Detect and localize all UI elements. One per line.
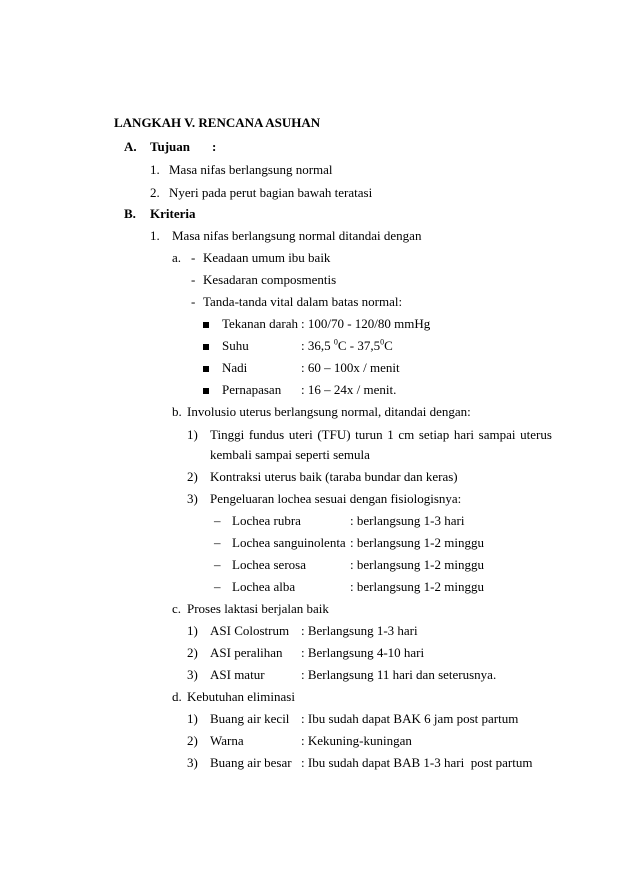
eliminasi-label-1: Buang air kecil: [210, 711, 290, 726]
square-bullet-icon: [203, 316, 209, 332]
kriteria-item-1-num: 1.: [150, 228, 160, 243]
eliminasi-num-3: 3): [187, 755, 198, 770]
sub-a-item-1: Keadaan umum ibu baik: [203, 250, 331, 265]
sub-b-item-1-num: 1): [187, 427, 198, 442]
kriteria-letter: B.: [124, 206, 136, 221]
vital-value-pernapasan: : 16 – 24x / menit.: [301, 382, 397, 397]
laktasi-value-2: : Berlangsung 4-10 hari: [301, 645, 425, 660]
laktasi-num-2: 2): [187, 645, 198, 660]
laktasi-label-3: ASI matur: [210, 667, 265, 682]
tujuan-letter: A.: [124, 139, 137, 154]
sub-b-item-2: Kontraksi uterus baik (taraba bundar dan keras): [210, 469, 458, 484]
sub-a-dash-2: -: [191, 272, 196, 287]
lochea-dash: –: [214, 557, 221, 572]
eliminasi-label-3: Buang air besar: [210, 755, 292, 770]
sub-c-letter: c.: [172, 601, 182, 616]
vital-label-tekanan-darah: Tekanan darah: [222, 316, 298, 331]
laktasi-value-3: : Berlangsung 11 hari dan seterusnya.: [301, 667, 497, 682]
square-bullet-icon: [203, 338, 209, 354]
laktasi-label-1: ASI Colostrum: [210, 623, 290, 638]
square-bullet-icon: [203, 360, 209, 376]
eliminasi-value-2: : Kekuning-kuningan: [301, 733, 412, 748]
eliminasi-value-1: : Ibu sudah dapat BAK 6 jam post partum: [301, 711, 519, 726]
lochea-value-sanguinolenta: : berlangsung 1-2 minggu: [350, 535, 484, 550]
eliminasi-num-2: 2): [187, 733, 198, 748]
sub-b-item-3: Pengeluaran lochea sesuai dengan fisiologisnya:: [210, 491, 462, 506]
sub-b-heading: Involusio uterus berlangsung normal, ditandai dengan:: [187, 404, 471, 419]
sub-b-item-2-num: 2): [187, 469, 198, 484]
eliminasi-value-3: : Ibu sudah dapat BAB 1-3 hari post partum: [301, 755, 533, 770]
lochea-value-rubra: : berlangsung 1-3 hari: [350, 513, 465, 528]
section-title: LANGKAH V. RENCANA ASUHAN: [114, 115, 321, 130]
tujuan-item-2-num: 2.: [150, 185, 160, 200]
sub-d-heading: Kebutuhan eliminasi: [187, 689, 295, 704]
vital-value-tekanan-darah: : 100/70 - 120/80 mmHg: [301, 316, 431, 331]
tujuan-item-2: Nyeri pada perut bagian bawah teratasi: [169, 185, 373, 200]
laktasi-label-2: ASI peralihan: [210, 645, 283, 660]
lochea-label-serosa: Lochea serosa: [232, 557, 306, 572]
sub-a-item-2: Kesadaran composmentis: [203, 272, 337, 287]
sub-b-item-1-line-1: Tinggi fundus uteri (TFU) turun 1 cm setiap hari sampai uterus: [210, 427, 552, 442]
kriteria-item-1: Masa nifas berlangsung normal ditandai dengan: [172, 228, 422, 243]
vital-label-suhu: Suhu: [222, 338, 249, 353]
sub-b-item-1-line-2: kembali sampai seperti semula: [210, 447, 370, 462]
lochea-label-rubra: Lochea rubra: [232, 513, 301, 528]
tujuan-heading: Tujuan: [150, 139, 190, 154]
sub-a-dash-1: -: [191, 250, 196, 265]
laktasi-num-1: 1): [187, 623, 198, 638]
lochea-dash: –: [214, 579, 221, 594]
tujuan-colon: :: [212, 139, 217, 154]
sub-a-letter: a.: [172, 250, 182, 265]
eliminasi-num-1: 1): [187, 711, 198, 726]
lochea-dash: –: [214, 513, 221, 528]
laktasi-value-1: : Berlangsung 1-3 hari: [301, 623, 418, 638]
vital-value-nadi: : 60 – 100x / menit: [301, 360, 400, 375]
tujuan-item-1: Masa nifas berlangsung normal: [169, 162, 333, 177]
kriteria-heading: Kriteria: [150, 206, 196, 221]
lochea-value-serosa: : berlangsung 1-2 minggu: [350, 557, 484, 572]
sub-a-dash-3: -: [191, 294, 196, 309]
sub-b-item-3-num: 3): [187, 491, 198, 506]
laktasi-num-3: 3): [187, 667, 198, 682]
lochea-label-sanguinolenta: Lochea sanguinolenta: [232, 535, 346, 550]
vital-value-suhu: : 36,5 $^0$C - 37,5$^0$C: [301, 337, 393, 353]
lochea-value-alba: : berlangsung 1-2 minggu: [350, 579, 484, 594]
sub-b-letter: b.: [172, 404, 182, 419]
tujuan-item-1-num: 1.: [150, 162, 160, 177]
vital-label-pernapasan: Pernapasan: [222, 382, 282, 397]
sub-c-heading: Proses laktasi berjalan baik: [187, 601, 329, 616]
lochea-label-alba: Lochea alba: [232, 579, 296, 594]
sub-d-letter: d.: [172, 689, 182, 704]
lochea-dash: –: [214, 535, 221, 550]
sub-a-item-3: Tanda-tanda vital dalam batas normal:: [203, 294, 403, 309]
eliminasi-label-2: Warna: [210, 733, 244, 748]
square-bullet-icon: [203, 382, 209, 398]
vital-label-nadi: Nadi: [222, 360, 248, 375]
